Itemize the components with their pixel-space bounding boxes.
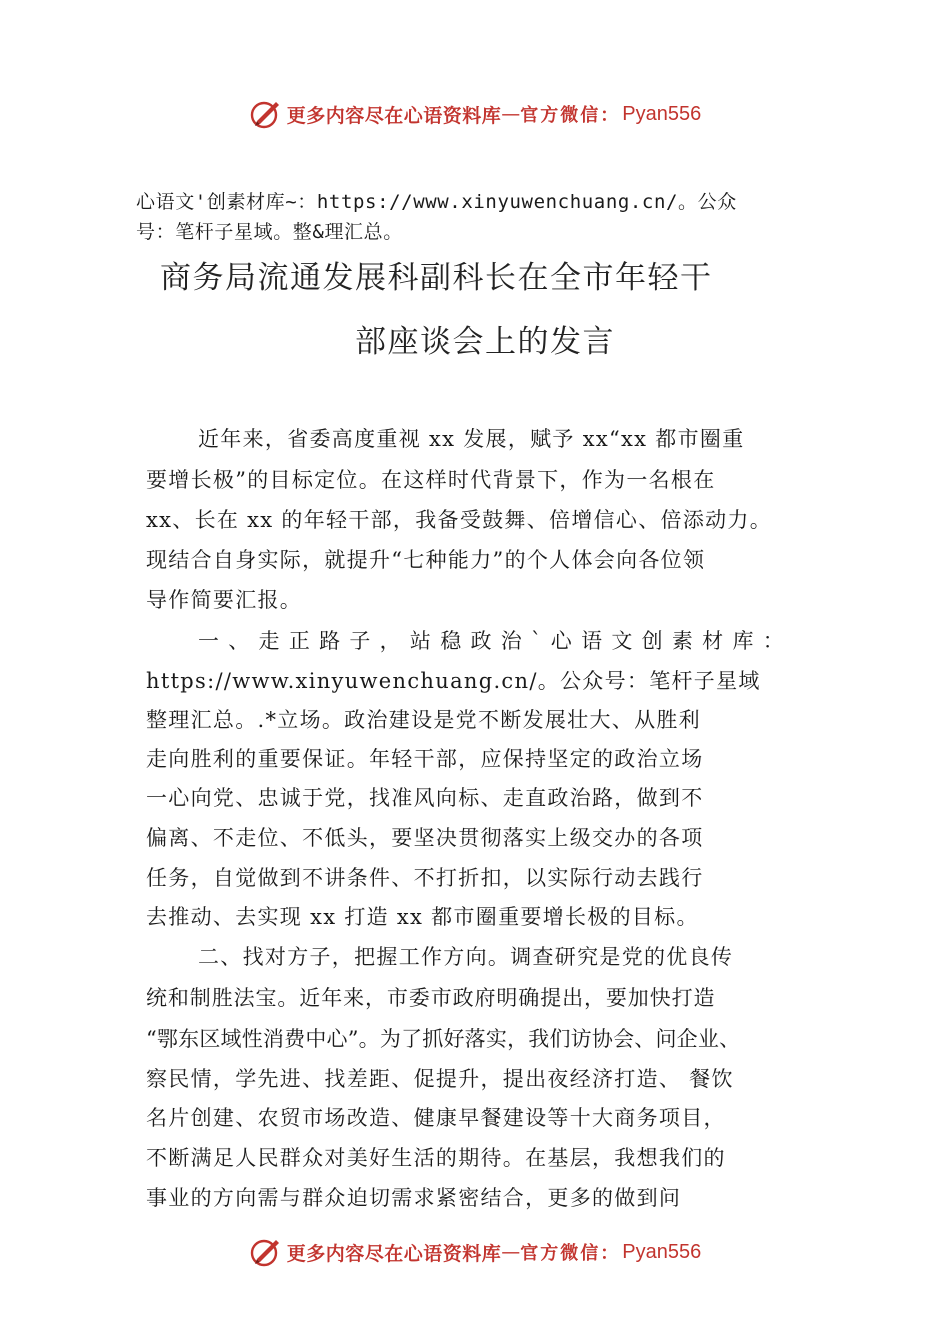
body-line: 去推动、去实现 xx 打造 xx 都市圈重要增长极的目标。 — [146, 905, 699, 929]
body-line: xx、长在 xx 的年轻干部，我备受鼓舞、倍增信心、倍添动力。 — [146, 508, 773, 532]
body-line: 不断满足人民群众对美好生活的期待。在基层，我想我们的 — [146, 1146, 726, 1170]
body-line: 导作简要汇报。 — [146, 588, 303, 612]
pen-logo-icon — [249, 97, 283, 131]
body-line: 名片创建、农贸市场改造、健康早餐建设等十大商务项目， — [146, 1106, 726, 1130]
pen-logo-icon — [249, 1235, 283, 1269]
body-line: 察民情，学先进、找差距、促提升，提出夜经济打造、 餐饮 — [146, 1067, 734, 1091]
header-note-line: 号：笔杆子星域。整&理汇总。 — [136, 221, 403, 243]
watermark-brand: 更多内容尽在心语资料库 — [286, 1242, 502, 1265]
watermark-separator: — — [501, 103, 521, 125]
body-line: 一心向党、忠诚于党，找准风向标、走直政治路，做到不 — [146, 786, 704, 810]
watermark-wechat-label: 官方微信： — [520, 105, 621, 126]
body-line: 偏离、不走位、不低头，要坚决贯彻落实上级交办的各项 — [146, 826, 704, 850]
watermark-brand: 更多内容尽在心语资料库 — [286, 104, 502, 127]
watermark-separator: — — [501, 1241, 521, 1263]
body-line: 走向胜利的重要保证。年轻干部，应保持坚定的政治立场 — [146, 747, 704, 771]
body-line: https://www.xinyuwenchuang.cn/。公众号：笔杆子星域 — [146, 669, 761, 693]
watermark-wechat-id: Pyan556 — [622, 102, 702, 125]
body-line: 近年来，省委高度重视 xx 发展，赋予 xx“xx 都市圈重 — [198, 427, 745, 451]
watermark-banner-bottom — [0, 1232, 950, 1272]
body-line: 一 、 走 正 路 子 ， 站 稳 政 治 ` 心 语 文 创 素 材 库 ： — [198, 629, 786, 653]
body-line: 二、找对方子，把握工作方向。调查研究是党的优良传 — [198, 945, 734, 969]
body-line: 事业的方向需与群众迫切需求紧密结合，更多的做到问 — [146, 1186, 682, 1210]
page-title-continued: 部座谈会上的发言 — [355, 324, 615, 360]
body-line: 现结合自身实际，就提升“七种能力”的个人体会向各位领 — [146, 548, 706, 572]
header-note-line: 心语文'创素材库~：https://www.xinyuwenchuang.cn/。公众 — [136, 191, 737, 213]
body-line: 整理汇总。.*立场。政治建设是党不断发展壮大、从胜利 — [146, 708, 701, 732]
body-line: 统和制胜法宝。近年来，市委市政府明确提出，要加快打造 — [146, 986, 716, 1010]
watermark-banner-top — [0, 94, 950, 134]
body-line: 任务，自觉做到不讲条件、不打折扣，以实际行动去践行 — [146, 866, 704, 890]
watermark-wechat-id: Pyan556 — [622, 1240, 702, 1263]
body-line: 要增长极”的目标定位。在这样时代背景下，作为一名根在 — [146, 468, 716, 492]
page-title: 商务局流通发展科副科长在全市年轻干 — [160, 260, 713, 296]
body-line: “鄂东区域性消费中心”。为了抓好落实，我们访协会、问企业、 — [146, 1027, 741, 1051]
watermark-wechat-label: 官方微信： — [520, 1243, 621, 1264]
